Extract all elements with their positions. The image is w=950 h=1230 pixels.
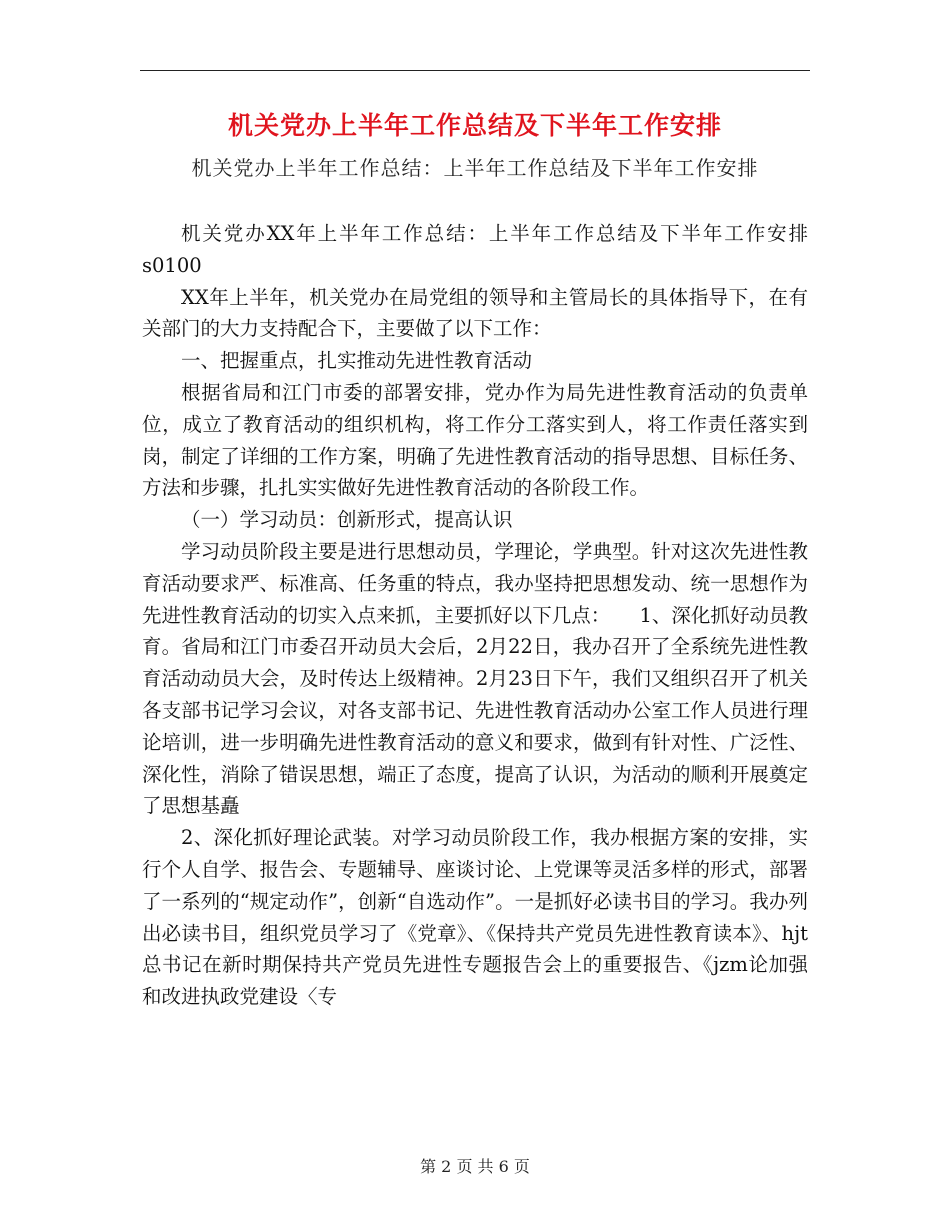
document-body [142,212,808,1013]
paragraph: XX年上半年，机关党办在局党组的领导和主管局长的具体指导下，在有关部门的大力支持配合下，主要做了以下工作： [142,285,808,341]
paragraph: 学习动员阶段主要是进行思想动员，学理论，学典型。针对这次先进性教育活动要求严、标准高、任务重的特点，我办坚持把思想发动、统一思想作为先进性教育活动的切实入点来抓，主要抓好以下几点： 1、深化抓好动员教育。省局和江门市委召开动员大会后，2月22日，我办召开了全系统先进性教育活动动员大会，及时传达上级精神。2月23日下午，我们又组织召开了机关各支部书记学习会议，对各支部书记、先进性教育活动办公室工作人员进行理论培训，进一步明确先进性教育活动的意义和要求，做到有针对性、广泛性、深化性，消除了错误思想，端正了态度，提高了认识，为活动的顺利开展奠定了思想基矗 [142,539,808,818]
section-heading: 一、把握重点，扎实推动先进性教育活动 [181,349,533,373]
subsection-heading: （一）学习动员：创新形式，提高认识 [181,508,513,532]
document-subtitle: 机关党办上半年工作总结：上半年工作总结及下半年工作安排 [191,156,759,180]
paragraph: 根据省局和江门市委的部署安排，党办作为局先进性教育活动的负责单位，成立了教育活动的组织机构，将工作分工落实到人，将工作责任落实到岗，制定了详细的工作方案，明确了先进性教育活动的指导思想、目标任务、方法和步骤，扎扎实实做好先进性教育活动的各阶段工作。 [142,380,808,500]
header-rule [140,70,810,71]
paragraph: 2、深化抓好理论武装。对学习动员阶段工作，我办根据方案的安排，实行个人自学、报告会、专题辅导、座谈讨论、上党课等灵活多样的形式，部署了一系列的“规定动作”，创新“自选动作”。一是抓好必读书目的学习。我办列出必读书目，组织党员学习了《党章》、《保持共产党员先进性教育读本》、hjt总书记在新时期保持共产党员先进性专题报告会上的重要报告、《jzm论加强和改进执政党建设〈专 [142,826,808,1009]
paragraph: 机关党办XX年上半年工作总结：上半年工作总结及下半年工作安排s0100 [142,222,808,277]
document-title: 机关党办上半年工作总结及下半年工作安排 [227,111,722,140]
page-number: 第 2 页 共 6 页 [420,1157,530,1176]
